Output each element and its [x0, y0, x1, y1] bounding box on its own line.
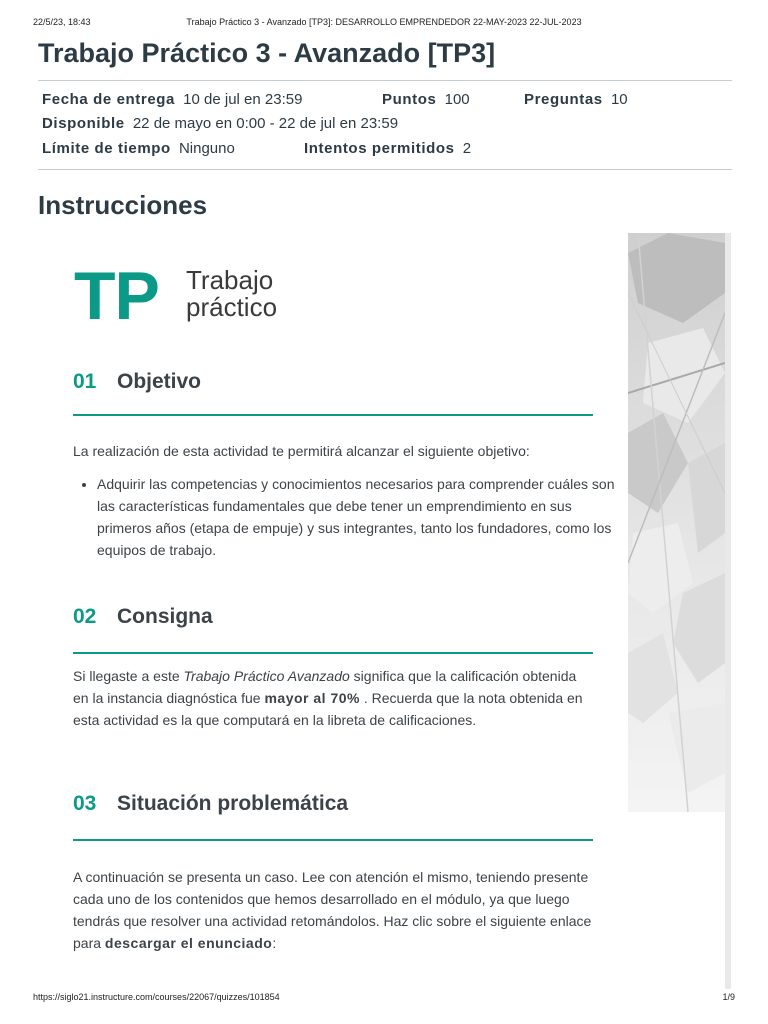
section-title-situacion: Situación problemática	[117, 792, 349, 815]
page-url: https://siglo21.instructure.com/courses/22067/quizzes/101854	[33, 992, 280, 1002]
quiz-details-row-1	[42, 91, 302, 108]
print-date: 22/5/23, 18:43	[33, 17, 91, 27]
objective-list	[73, 473, 617, 561]
availability: Disponible 22 de mayo en 0:00 - 22 de jul en 23:59	[42, 115, 399, 132]
page-title: Trabajo Práctico 3 - Avanzado [TP3]	[38, 38, 496, 68]
print-document-title: Trabajo Práctico 3 - Avanzado [TP3]: DESARROLLO EMPRENDEDOR 22-MAY-2023 22-JUL-2023	[186, 17, 582, 27]
tp-logo-label: Trabajo práctico	[186, 265, 278, 322]
section-number: 03	[73, 792, 97, 815]
instructions-heading: Instrucciones	[38, 190, 208, 220]
situacion-text: A continuación se presenta un caso. Lee con atención el mismo, teniendo presente cada uno de los contenidos que hemos desarrollado en el módulo, ya que luego tendrás que resolver una actividad retomándolos. Haz clic sobre el siguiente enlace para descargar el enunciado:	[73, 869, 592, 951]
details-divider	[38, 169, 732, 170]
section-divider	[73, 414, 593, 416]
section-divider	[73, 839, 593, 841]
time-limit: Límite de tiempo Ninguno	[42, 140, 235, 157]
print-footer	[33, 992, 735, 1004]
scrollbar[interactable]	[725, 233, 731, 989]
questions-count: Preguntas 10	[524, 91, 628, 108]
section-number: 02	[73, 605, 97, 628]
points: Puntos 100	[382, 91, 470, 108]
attempts-allowed: Intentos permitidos 2	[304, 140, 472, 157]
section-title-objetivo: Objetivo	[117, 370, 202, 393]
section-divider	[73, 652, 593, 654]
page-number: 1/9	[722, 992, 735, 1002]
section-number: 01	[73, 370, 97, 393]
objective-intro: La realización de esta actividad te permitirá alcanzar el siguiente objetivo:	[73, 443, 530, 459]
due-date: Fecha de entrega 10 de jul en 23:59	[42, 91, 303, 108]
print-header	[33, 17, 735, 31]
decorative-architecture-image	[628, 233, 725, 812]
tp-logo-mark: TP	[74, 258, 159, 334]
section-title-consigna: Consigna	[117, 605, 213, 628]
list-item: • Adquirir las competencias y conocimientos necesarios para comprender cuáles son las características fundamentales que debe tener un emprendimiento en sus primeros años (etapa de empuje) y sus integrantes, tanto los fundadores, como los equipos de trabajo.	[97, 473, 617, 561]
consigna-text: Si llegaste a este Trabajo Práctico Avanzado significa que la calificación obtenida en la instancia diagnóstica fue mayor al 70% . Recuerda que la nota obtenida en esta actividad es la que computará en la libreta de calificaciones.	[73, 668, 583, 728]
title-divider	[38, 80, 732, 81]
